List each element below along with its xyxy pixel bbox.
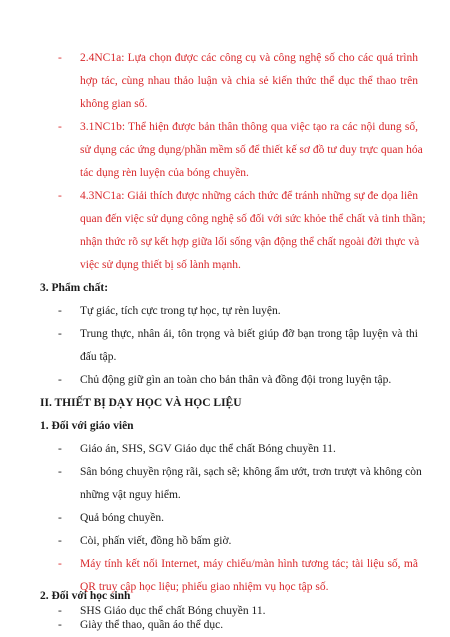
bullet-dash: -	[58, 558, 62, 570]
section-heading-qualities: 3. Phẩm chất:	[40, 282, 109, 294]
bullet-dash: -	[58, 121, 62, 133]
list-item	[58, 300, 418, 323]
text-line: Giày thể thao, quần áo thể dục.	[80, 619, 224, 631]
bullet-dash: -	[58, 305, 62, 317]
objective-3-1nc1b	[58, 116, 423, 185]
bullet-dash: -	[58, 52, 62, 64]
list-item	[58, 461, 422, 507]
bullet-dash: -	[58, 512, 62, 524]
bullet-dash: -	[58, 374, 62, 386]
text-line: Sân bóng chuyền rộng rãi, sạch sẽ; không ẩm ướt, trơn trượt và không còn	[80, 466, 422, 478]
list-item	[58, 530, 418, 553]
text-line: QR truy cập học liệu; phiếu giao nhiệm vụ học tập số.	[80, 581, 329, 593]
subsection-heading-student: 2. Đối với học sinh	[40, 590, 131, 602]
bullet-dash: -	[58, 619, 62, 631]
bullet-dash: -	[58, 443, 62, 455]
text-line: đấu tập.	[80, 351, 117, 363]
text-line: không gian số.	[80, 98, 148, 110]
list-item	[58, 323, 418, 369]
text-line: 4.3NC1a: Giải thích được những cách thức để tránh những sự đe dọa liên	[80, 190, 418, 202]
list-item	[58, 616, 418, 634]
text-line: nhận thức rõ sự kết hợp giữa lối sống vận động thể chất ngoài đời thực và	[80, 236, 420, 248]
text-line: quan đến việc sử dụng công nghệ số đối với sức khỏe thể chất và tinh thần;	[80, 213, 426, 225]
section-heading-equipment: II. THIẾT BỊ DẠY HỌC VÀ HỌC LIỆU	[40, 397, 242, 409]
list-item	[58, 369, 418, 392]
text-line: Quả bóng chuyền.	[80, 512, 164, 524]
text-line: 2.4NC1a: Lựa chọn được các công cụ và công nghệ số cho các quá trình	[80, 52, 418, 64]
text-line: việc sử dụng thiết bị số lành mạnh.	[80, 259, 241, 271]
bullet-dash: -	[58, 535, 62, 547]
subsection-heading-teacher: 1. Đối với giáo viên	[40, 420, 134, 432]
bullet-dash: -	[58, 328, 62, 340]
text-line: Máy tính kết nối Internet, máy chiếu/màn hình tương tác; tài liệu số, mã	[80, 558, 418, 570]
bullet-dash: -	[58, 466, 62, 478]
text-line: Giáo án, SHS, SGV Giáo dục thể chất Bóng chuyền 11.	[80, 443, 336, 455]
text-line: tác dụng rèn luyện của bóng chuyền.	[80, 167, 249, 179]
text-line: sử dụng các ứng dụng/phần mềm số để thiết kế sơ đồ tư duy trực quan hóa	[80, 144, 423, 156]
list-item	[58, 438, 418, 461]
bullet-dash: -	[58, 605, 62, 617]
text-line: hợp tác, cùng nhau thảo luận và chia sẻ kiến thức thể dục thể thao trên	[80, 75, 418, 87]
text-line: SHS Giáo dục thể chất Bóng chuyền 11.	[80, 605, 266, 617]
list-item	[58, 507, 418, 530]
text-line: Tự giác, tích cực trong tự học, tự rèn luyện.	[80, 305, 281, 317]
text-line: 3.1NC1b: Thể hiện được bản thân thông qua việc tạo ra các nội dung số,	[80, 121, 418, 133]
bullet-dash: -	[58, 190, 62, 202]
objective-2-4nc1a	[58, 47, 418, 116]
text-line: Trung thực, nhân ái, tôn trọng và biết giúp đỡ bạn trong tập luyện và thi	[80, 328, 418, 340]
objective-4-3nc1a	[58, 185, 426, 277]
text-line: những vật nguy hiểm.	[80, 489, 181, 501]
text-line: Chủ động giữ gìn an toàn cho bản thân và đồng đội trong luyện tập.	[80, 374, 392, 386]
text-line: Còi, phấn viết, đồng hồ bấm giờ.	[80, 535, 232, 547]
